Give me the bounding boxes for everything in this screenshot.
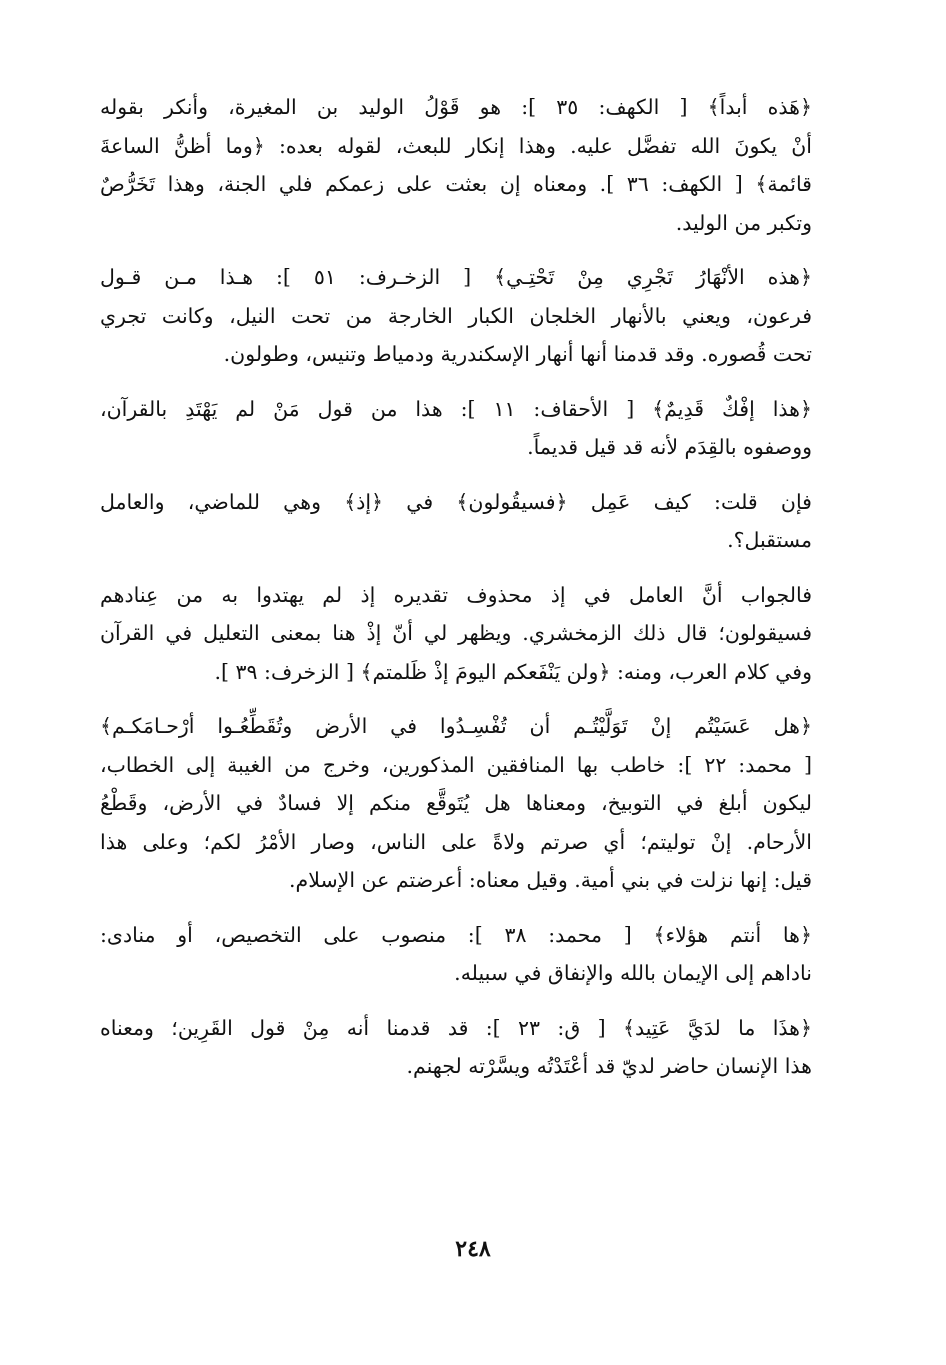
- text-line: ووصفوه بالقِدَم لأنه قد قيل قديماً.: [527, 435, 812, 459]
- paragraph-8: [100, 1009, 812, 1086]
- page-body: [100, 88, 812, 1102]
- text-line: وفي كلام العرب، ومنه: ﴿ولن يَنْفَعكم اليومَ إذْ ظَلمتم﴾ [ الزخرف: ٣٩ ].: [214, 659, 812, 684]
- text-line: فالجواب أنَّ العامل في إذ محذوف تقديره إذ لم يهتدوا به من عِنادهم: [100, 582, 812, 607]
- text-line: [ محمد: ٢٢ ]: خاطب بها المنافقين المذكورين، وخرج من الغيبة إلى الخطاب،: [100, 752, 813, 777]
- text-line: ناداهم إلى الإيمان بالله والإنفاق في سبيله.: [454, 961, 812, 985]
- paragraph-6: [100, 707, 812, 900]
- paragraph-2: [100, 258, 812, 374]
- text-line: فسيقولون؛ قال ذلك الزمخشري. ويظهر لي أنّ إذْ هنا بمعنى التعليل في القرآن: [100, 621, 812, 645]
- text-line: ليكون أبلغ في التوبيخ، ومعناها هل يُتَوقَّع منكم إلا فسادٌ في الأرض، وقَطْعُ: [100, 791, 812, 815]
- text-line: وتكبر من الوليد.: [675, 210, 812, 235]
- text-line: ﴿هذَا ما لدَيَّ عَتِيد﴾ [ ق: ٢٣ ]: قد قدمنا أنه مِنْ قول القَرِين؛ ومعناه: [100, 1015, 813, 1040]
- paragraph-4: [100, 483, 812, 560]
- paragraph-3: [100, 390, 812, 467]
- page-number: ٢٤٨: [455, 1236, 491, 1262]
- paragraph-7: [100, 916, 812, 993]
- paragraph-1: [100, 88, 812, 242]
- text-line: قائمة﴾ [ الكهف: ٣٦ ]. ومعناه إن بعثت على زعمكم فلي الجنة، وهذا تَخَرُّصٌ: [100, 172, 812, 196]
- text-line: مستقبل؟.: [727, 528, 812, 552]
- text-line: ﴿ها أنتم هؤلاء﴾ [ محمد: ٣٨ ]: منصوب على التخصيص، أو منادى:: [100, 922, 812, 947]
- text-line: قيل: إنها نزلت في بني أمية. وقيل معناه: أعرضتم عن الإسلام.: [289, 868, 812, 892]
- text-line: أنْ يكونَ الله تفضَّل عليه. وهذا إنكار للبعث، لقوله بعده: ﴿وما أظنُّ الساعةَ: [100, 133, 812, 158]
- paragraph-5: [100, 576, 812, 692]
- text-line: فإن قلت: كيف عَمِل ﴿فسيقُولون﴾ في ﴿إذ﴾ وهي للماضي، والعامل: [100, 489, 812, 514]
- text-line: الأرحام. إنْ توليتم؛ أي صرتم ولاةً على الناس، وصار الأمْرُ لكم؛ وعلى هذا: [100, 829, 812, 854]
- text-line: ﴿هل عَسَيْتُم إنْ تَوَلَّيْتُـم أن تُفْسِـدُوا في الأرض وتُقَطِّعُـوا أرْحـامَكـم﴾: [100, 714, 812, 738]
- text-line: ﴿هذا إفْكٌ قَدِيمٌ﴾ [ الأحقاف: ١١ ]: هذا من قول مَنْ لم يَهْتَدِ بالقرآن،: [100, 396, 812, 421]
- text-line: فرعون، ويعني بالأنهار الخلجان الكبار الخارجة من تحت النيل، وكانت تجري: [100, 303, 812, 328]
- text-line: ﴿هذه الأنْهَارُ تَجْرِي مِنْ تَحْتِـي﴾ [ الزخـرف: ٥١ ]: هـذا مـن قـول: [100, 265, 813, 289]
- text-line: ﴿هَذه أبداً﴾ [ الكهف: ٣٥ ]: هو قَوْلُ الوليد بن المغيرة، وأنكر بقوله: [100, 95, 812, 119]
- text-line: هذا الإنسان حاضر لديّ قد أعْتَدْتُه ويسَّرْته لجهنم.: [406, 1054, 812, 1078]
- text-line: تحت قُصوره. وقد قدمنا أنها أنهار الإسكندرية ودمياط وتنيس، وطولون.: [223, 342, 812, 366]
